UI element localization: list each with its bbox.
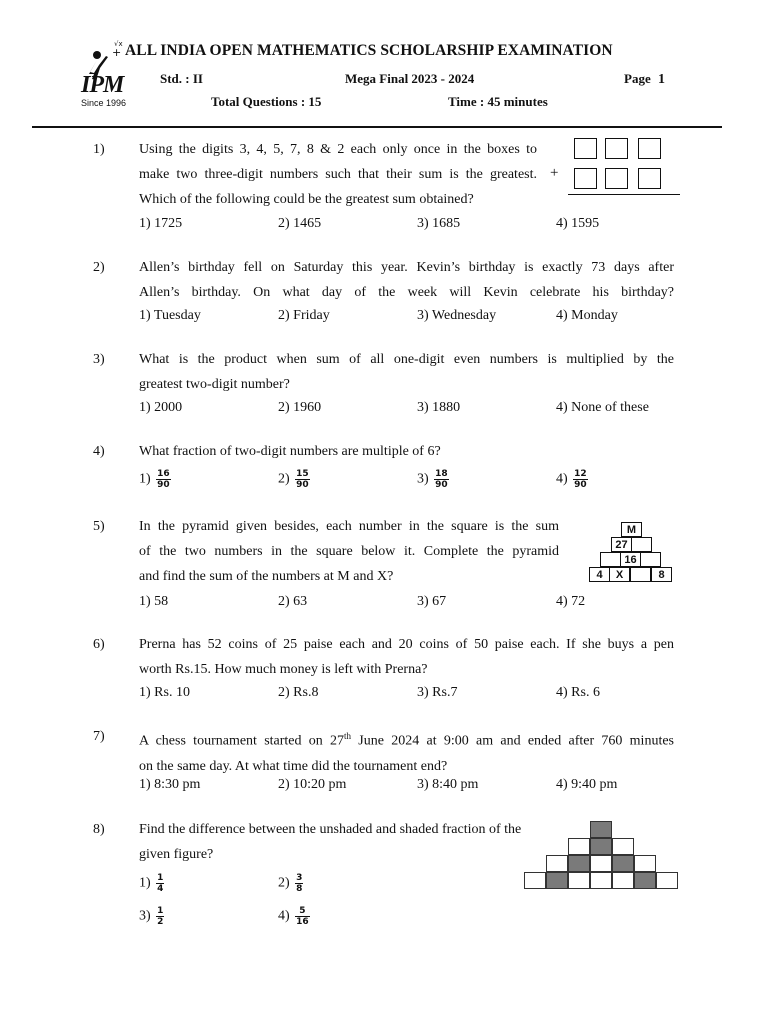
option-1[interactable]: 1) Rs. 10 (139, 685, 190, 700)
shaded-cell (590, 821, 612, 838)
pyramid-cell (631, 537, 652, 552)
shaded-cell (634, 872, 656, 889)
unshaded-cell (634, 855, 656, 872)
page-label-text: Page (624, 71, 651, 86)
question-text (139, 137, 537, 212)
question-line-part: A chess tournament started on 27 (139, 733, 345, 749)
question-line: greatest two-digit number? (139, 377, 290, 392)
denominator: 2 (157, 917, 164, 927)
fraction (295, 873, 303, 894)
event-label: Mega Final 2023 - 2024 (345, 71, 475, 86)
question-line: on the same day. At what time did the tournament end? (139, 758, 448, 774)
option-label: 3) (139, 908, 151, 924)
unshaded-cell (546, 855, 568, 872)
total-questions: Total Questions : 15 (211, 94, 322, 109)
option-4[interactable]: 4) 1595 (556, 216, 600, 231)
question-number: 1) (93, 142, 105, 157)
unshaded-cell (612, 872, 634, 889)
pyramid-cell: 8 (651, 567, 672, 582)
pyramid-cell: 4 (589, 567, 610, 582)
question-number: 6) (93, 637, 105, 652)
numerator: 15 (296, 469, 309, 479)
question-number: 2) (93, 260, 105, 275)
numerator: 1 (157, 906, 164, 916)
unshaded-cell (568, 872, 590, 889)
question-line: Allen’s birthday fell on Saturday this year. Kevin’s birthday is exactly 73 days after (139, 260, 674, 275)
question-text (139, 439, 674, 464)
option-label: 2) (278, 875, 290, 891)
question-line: Using the digits 3, 4, 5, 7, 8 & 2 each only once in the boxes to (139, 142, 537, 157)
option-label: 1) (139, 875, 151, 891)
option-2[interactable] (278, 873, 303, 894)
pyramid-cell (640, 552, 661, 567)
option-2[interactable]: 2) Friday (278, 308, 330, 323)
digit-box (574, 168, 597, 189)
option-3[interactable] (139, 906, 164, 927)
denominator: 90 (574, 480, 587, 490)
question-line: In the pyramid given besides, each number in the square is the sum (139, 519, 559, 534)
option-3[interactable]: 3) 1880 (417, 400, 461, 415)
question-line-part: June 2024 at 9:00 am and ended after 760 minutes (351, 733, 674, 749)
option-1[interactable]: 1) 8:30 pm (139, 777, 201, 792)
question-number: 8) (93, 822, 105, 837)
question-number: 5) (93, 519, 105, 534)
option-1[interactable]: 1) 2000 (139, 400, 183, 415)
denominator: 90 (296, 480, 309, 490)
question-line: of the two numbers in the square below it. Complete the pyramid (139, 544, 559, 559)
question-line: worth Rs.15. How much money is left with Prerna? (139, 662, 428, 677)
option-3[interactable]: 3) 1685 (417, 216, 461, 231)
shaded-cell (612, 855, 634, 872)
numerator: 3 (296, 873, 303, 883)
option-4[interactable]: 4) Rs. 6 (556, 685, 600, 700)
numerator: 5 (295, 906, 310, 917)
fraction (434, 469, 449, 490)
question-line: Allen’s birthday. On what day of the week will Kevin celebrate his birthday? (139, 285, 674, 300)
option-label: 4) (556, 471, 568, 487)
pyramid-cell: M (621, 522, 642, 537)
digit-box (638, 138, 661, 159)
unshaded-cell (590, 872, 612, 889)
logo-since: Since 1996 (81, 98, 127, 108)
numerator: 12 (574, 469, 587, 479)
question-line: What fraction of two-digit numbers are multiple of 6? (139, 444, 441, 459)
option-4[interactable] (278, 906, 310, 927)
option-label: 4) (278, 908, 290, 924)
question-line: Which of the following could be the greatest sum obtained? (139, 192, 474, 207)
option-4[interactable]: 4) Monday (556, 308, 618, 323)
question-line: given figure? (139, 847, 214, 862)
unshaded-cell (524, 872, 546, 889)
option-1[interactable]: 1) 1725 (139, 216, 183, 231)
numerator: 16 (157, 469, 170, 479)
svg-text:+: + (112, 46, 122, 59)
question-text (139, 724, 674, 779)
exam-title: ALL INDIA OPEN MATHEMATICS SCHOLARSHIP EXAMINATION (125, 42, 613, 59)
page-number: 1 (657, 72, 665, 87)
question-text (139, 347, 674, 397)
logo-text: IPM (81, 72, 124, 98)
denominator: 16 (296, 917, 309, 927)
option-4[interactable] (556, 469, 588, 490)
option-label: 2) (278, 471, 290, 487)
digit-box (574, 138, 597, 159)
question-line: make two three-digit numbers such that their sum is the greatest. (139, 167, 537, 182)
question-text (139, 514, 559, 589)
option-1[interactable] (139, 873, 164, 894)
fraction (156, 906, 164, 927)
question-number: 4) (93, 444, 105, 459)
fraction (156, 469, 171, 490)
digit-box (605, 168, 628, 189)
option-1[interactable] (139, 469, 171, 490)
option-2[interactable] (278, 469, 310, 490)
pyramid-cell: 27 (611, 537, 632, 552)
question-text (139, 632, 674, 682)
digit-box (605, 138, 628, 159)
svg-text:√x: √x (114, 40, 123, 48)
question-text (139, 255, 674, 305)
option-1[interactable]: 1) 58 (139, 594, 169, 609)
option-2[interactable]: 2) 1465 (278, 216, 322, 231)
option-3[interactable]: 3) 8:40 pm (417, 777, 479, 792)
option-3[interactable] (417, 469, 449, 490)
question-line: Prerna has 52 coins of 25 paise each and 20 coins of 50 paise each. If she buys a pen (139, 637, 674, 652)
fraction (156, 873, 164, 894)
denominator: 90 (435, 480, 448, 490)
question-number: 7) (93, 729, 105, 744)
pyramid-cell: 16 (620, 552, 641, 567)
unshaded-cell (590, 855, 612, 872)
fraction (573, 469, 588, 490)
option-3[interactable]: 3) Wednesday (417, 308, 497, 323)
fraction (295, 906, 310, 927)
option-2[interactable]: 2) Rs.8 (278, 685, 319, 700)
option-4[interactable]: 4) 9:40 pm (556, 777, 618, 792)
time-limit: Time : 45 minutes (448, 94, 548, 109)
plus-sign: + (550, 165, 559, 181)
question-line (139, 724, 674, 754)
question-line: and find the sum of the numbers at M and X? (139, 569, 394, 584)
fraction (295, 469, 310, 490)
option-2[interactable]: 2) 63 (278, 594, 308, 609)
denominator: 8 (296, 884, 303, 894)
question-line: What is the product when sum of all one-digit even numbers is multiplied by the (139, 352, 674, 367)
option-2[interactable]: 2) 1960 (278, 400, 322, 415)
header-divider (32, 126, 722, 128)
page-label (624, 71, 665, 88)
sum-line (568, 194, 680, 195)
numerator: 1 (157, 873, 164, 883)
unshaded-cell (656, 872, 678, 889)
pyramid-cell (600, 552, 621, 567)
denominator: 4 (157, 884, 164, 894)
question-number: 3) (93, 352, 105, 367)
option-2[interactable]: 2) 10:20 pm (278, 777, 347, 792)
option-3[interactable]: 3) Rs.7 (417, 685, 458, 700)
unshaded-cell (568, 838, 590, 855)
unshaded-cell (612, 838, 634, 855)
option-4[interactable]: 4) 72 (556, 594, 586, 609)
numerator: 18 (435, 469, 448, 479)
ordinal-suffix: th (344, 731, 352, 741)
denominator: 90 (157, 480, 170, 490)
option-label: 3) (417, 471, 429, 487)
option-label: 1) (139, 471, 151, 487)
question-line: Find the difference between the unshaded and shaded fraction of the (139, 822, 522, 837)
pyramid-cell (630, 567, 651, 582)
digit-box (638, 168, 661, 189)
option-4[interactable]: 4) None of these (556, 400, 649, 415)
shaded-cell (546, 872, 568, 889)
shaded-cell (590, 838, 612, 855)
question-text (139, 817, 559, 867)
shaded-cell (568, 855, 590, 872)
option-3[interactable]: 3) 67 (417, 594, 447, 609)
std-label: Std. : II (160, 71, 203, 86)
option-1[interactable]: 1) Tuesday (139, 308, 201, 323)
pyramid-cell: X (609, 567, 630, 582)
